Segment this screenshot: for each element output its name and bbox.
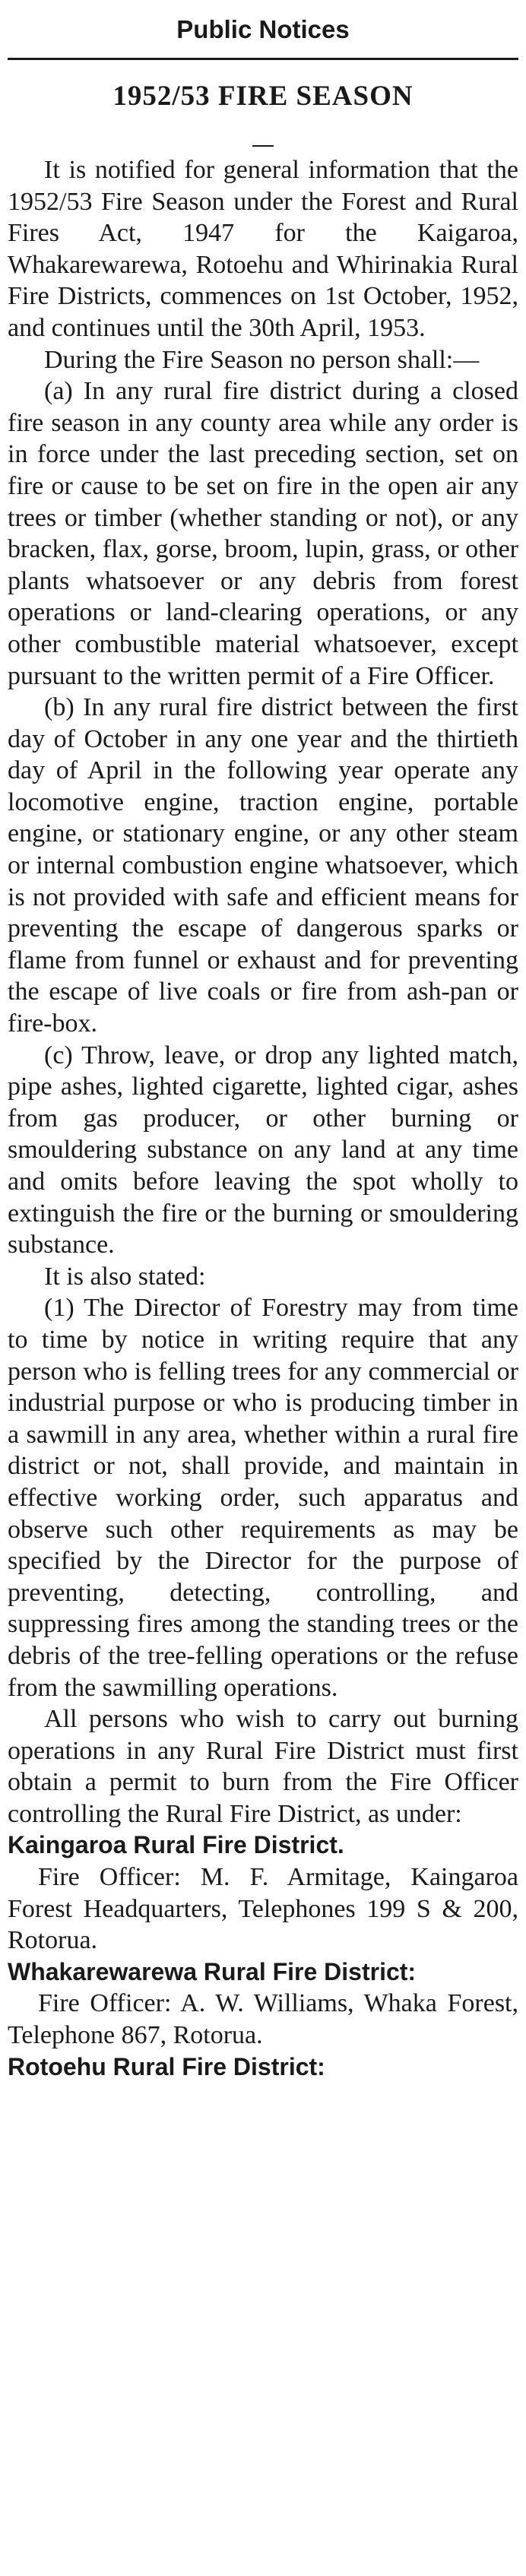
- clause-b: (b) In any rural fire district between the first day of October in any one year and the thirtieth day of April in the following year operate any locomotive engine, traction engine, portable engine, or stationary engine, or any other steam or internal combustion engine whatsoever, which is not provided with safe and efficient means for preventing the escape of dangerous sparks or flame from funnel or exhaust and for preventing the escape of live coals or fire from ash-pan or fire-box.: [8, 693, 518, 1038]
- notice-body: [8, 154, 518, 2083]
- intro-paragraph: It is notified for general information that the 1952/53 Fire Season under the Forest and Rural Fires Act, 1947 for the Kaigaroa, Whakarewarewa, Rotoehu and Whirinakia Rural Fire Districts, commences on 1st October, 1952, and continues until the 30th April, 1953.: [8, 156, 518, 342]
- header-rule: [8, 58, 518, 60]
- during-paragraph: During the Fire Season no person shall:—: [44, 345, 480, 374]
- permit-paragraph: All persons who wish to carry out burning operations in any Rural Fire District must first obtain a permit to burn from the Fire Officer controlling the Rural Fire District, as under:: [8, 1705, 518, 1828]
- district-officer-kaingaroa: Fire Officer: M. F. Armitage, Kaingaroa Forest Headquarters, Telephones 199 S & 200, Rotorua.: [8, 1863, 518, 1955]
- district-heading-rotoehu: Rotoehu Rural Fire District:: [8, 2052, 325, 2080]
- district-heading-whakarewarewa: Whakarewarewa Rural Fire District:: [8, 1957, 417, 1985]
- stated-item-1: (1) The Director of Forestry may from time to time by notice in writing require that any person who is felling trees for any commercial or industrial purpose or who is producing timber in a sawmill in any area, whether within a rural fire district or not, shall provide, and maintain in effective working order, such apparatus and observe such other requirements as may be specified by the Director for the purpose of preventing, detecting, controlling, and suppressing fires among the standing trees or the debris of the tree-felling operations or the refuse from the sawmilling operations.: [8, 1294, 518, 1702]
- section-header: Public Notices: [176, 15, 350, 43]
- district-officer-whakarewarewa: Fire Officer: A. W. Williams, Whaka Forest, Telephone 867, Rotorua.: [8, 1989, 518, 2050]
- notice-title: 1952/53 FIRE SEASON: [112, 81, 414, 112]
- district-heading-kaingaroa: Kaingaroa Rural Fire District.: [8, 1831, 344, 1859]
- also-stated-paragraph: It is also stated:: [44, 1262, 206, 1291]
- clause-c: (c) Throw, leave, or drop any lighted match, pipe ashes, lighted cigarette, lighted cigar, ashes from gas producer, or other burning or smouldering substance on any land at any time and omits before leaving the spot wholly to extinguish the fire or the burning or smouldering substance.: [8, 1041, 518, 1259]
- title-divider: [252, 145, 274, 147]
- clause-a: (a) In any rural fire district during a closed fire season in any county area while any order is in force under the last preceding section, set on fire or cause to be set on fire in the open air any trees or timber (whether standing or not), or any bracken, flax, gorse, broom, lupin, grass, or other plants whatsoever or any debris from forest operations or land-clearing operations, or any other combustible material whatsoever, except pursuant to the written permit of a Fire Officer.: [8, 377, 518, 690]
